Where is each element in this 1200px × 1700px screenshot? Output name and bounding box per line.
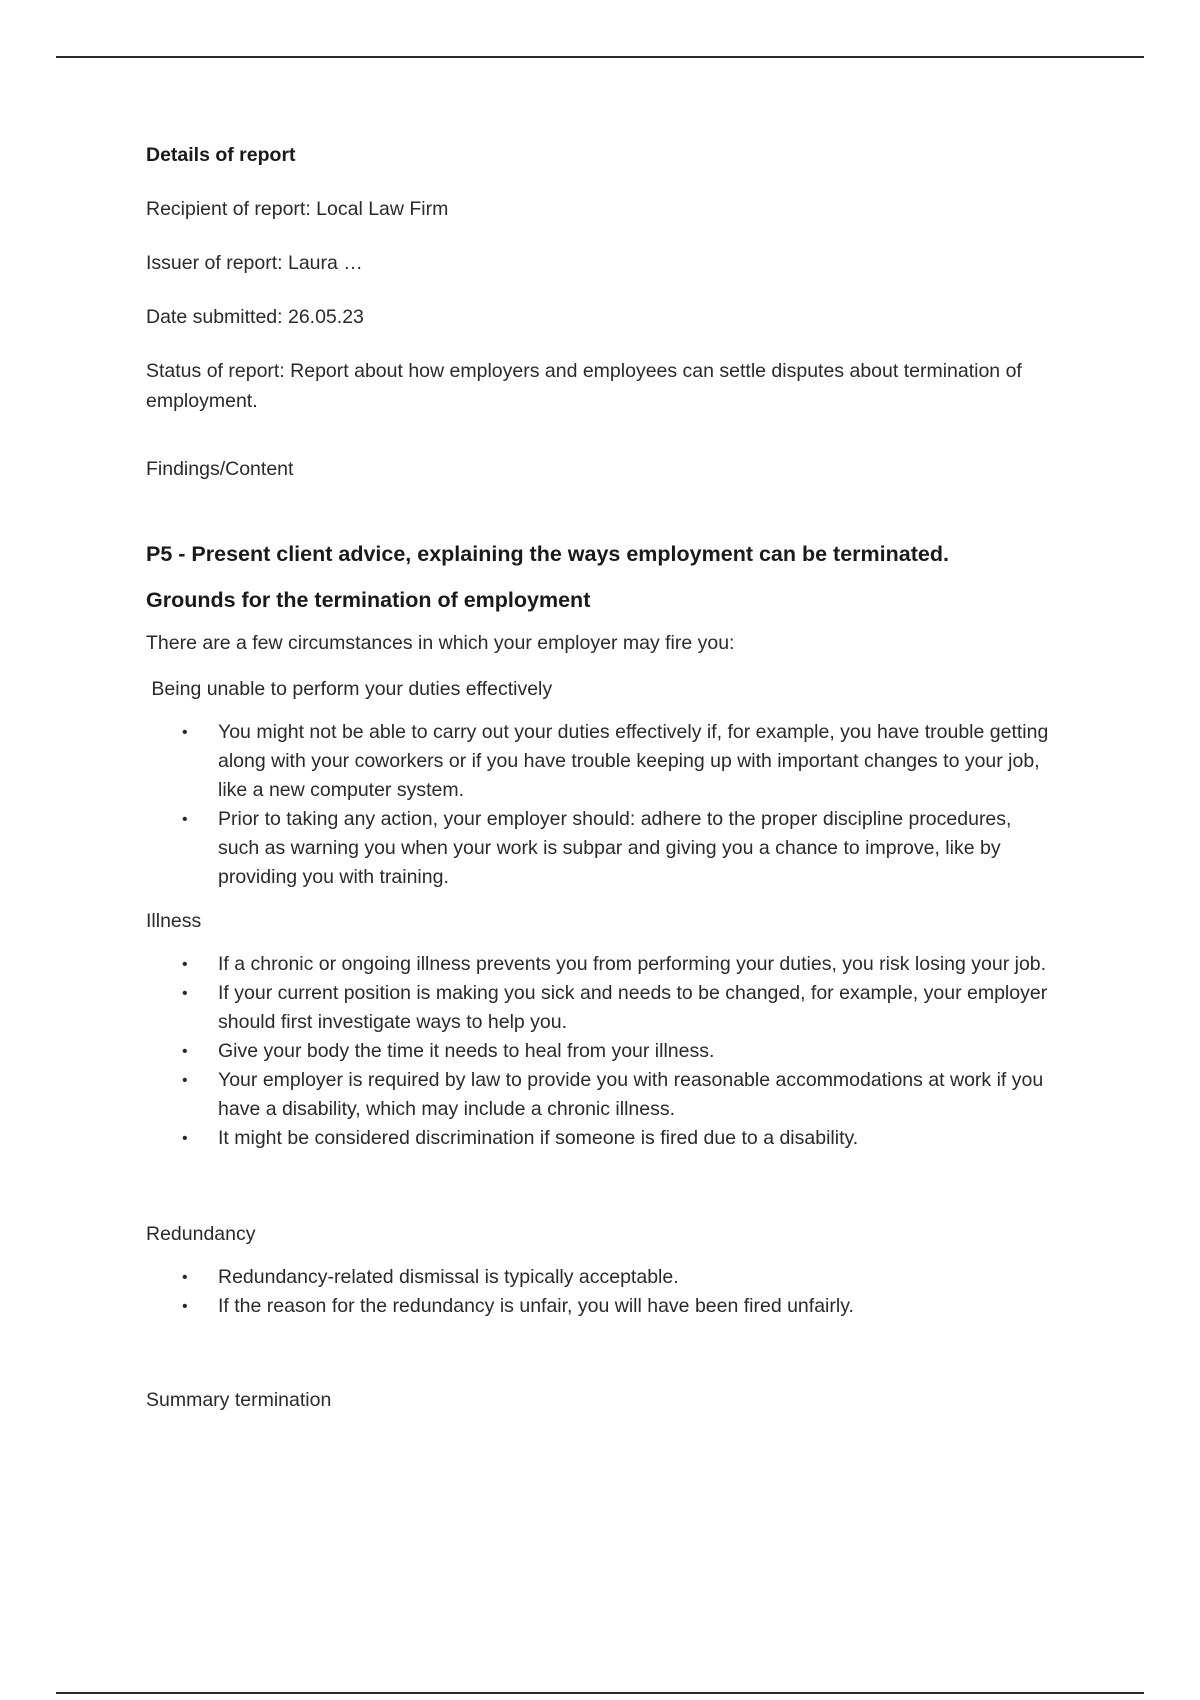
- bullet-list-duties: [146, 718, 1056, 892]
- section-title: P5 - Present client advice, explaining the ways employment can be terminated.: [146, 542, 949, 566]
- list-item: • You might not be able to carry out your duties effectively if, for example, you have trouble getting along with your coworkers or if you have trouble keeping up with important changes to your job, like a new computer system.: [218, 718, 1056, 805]
- section-subtitle: Grounds for the termination of employment: [146, 588, 591, 612]
- status-line: Status of report: Report about how employers and employees can settle disputes about termination of employment.: [146, 360, 1022, 412]
- list-item: • If the reason for the redundancy is unfair, you will have been fired unfairly.: [218, 1292, 1056, 1321]
- group-heading-illness: Illness: [146, 910, 202, 932]
- section-intro: There are a few circumstances in which your employer may fire you:: [146, 632, 735, 654]
- bullet-icon: •: [182, 956, 188, 973]
- top-rule: [56, 56, 1144, 58]
- bullet-icon: •: [182, 985, 188, 1002]
- bullet-list-redundancy: [146, 1263, 1056, 1321]
- document-body: [146, 140, 1056, 1415]
- findings-label: Findings/Content: [146, 458, 294, 480]
- list-item: • Prior to taking any action, your employer should: adhere to the proper discipline procedures, such as warning you when your work is subpar and giving you a chance to improve, like by providing you with training.: [218, 805, 1056, 892]
- list-item: • Give your body the time it needs to heal from your illness.: [218, 1037, 1056, 1066]
- bullet-icon: •: [182, 1130, 188, 1147]
- bullet-icon: •: [182, 724, 188, 741]
- list-item: • Redundancy-related dismissal is typically acceptable.: [218, 1263, 1056, 1292]
- bullet-icon: •: [182, 1269, 188, 1286]
- list-item: • Your employer is required by law to provide you with reasonable accommodations at work if you have a disability, which may include a chronic illness.: [218, 1066, 1056, 1124]
- issuer-line: Issuer of report: Laura …: [146, 252, 363, 274]
- recipient-line: Recipient of report: Local Law Firm: [146, 198, 449, 220]
- report-details-heading: Details of report: [146, 144, 296, 166]
- group-heading-duties: Being unable to perform your duties effectively: [146, 678, 553, 700]
- list-item: • If your current position is making you sick and needs to be changed, for example, your employer should first investigate ways to help you.: [218, 979, 1056, 1037]
- group-heading-redundancy: Redundancy: [146, 1223, 256, 1245]
- bottom-rule: [56, 1692, 1144, 1694]
- bullet-icon: •: [182, 1072, 188, 1089]
- list-item: • If a chronic or ongoing illness prevents you from performing your duties, you risk losing your job.: [218, 950, 1056, 979]
- bullet-icon: •: [182, 1298, 188, 1315]
- list-item: • It might be considered discrimination if someone is fired due to a disability.: [218, 1124, 1056, 1153]
- group-heading-summary-termination: Summary termination: [146, 1389, 332, 1411]
- bullet-icon: •: [182, 1043, 188, 1060]
- date-line: Date submitted: 26.05.23: [146, 306, 364, 328]
- bullet-list-illness: [146, 950, 1056, 1153]
- bullet-icon: •: [182, 811, 188, 828]
